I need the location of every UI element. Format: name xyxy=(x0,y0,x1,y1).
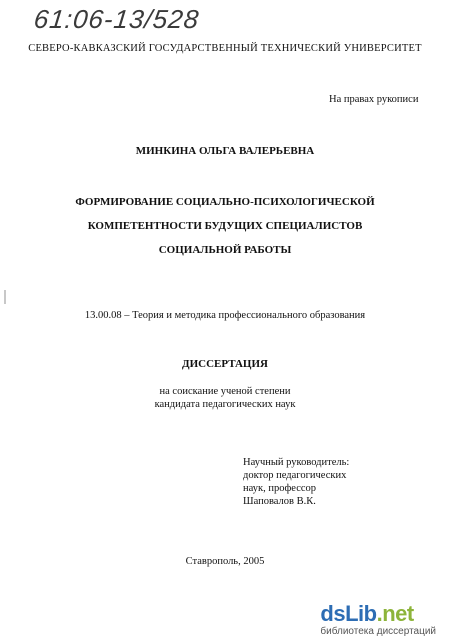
watermark-subtitle: библиотека диссертаций xyxy=(320,626,436,637)
advisor-line: наук, профессор xyxy=(243,483,317,494)
title-line: СОЦИАЛЬНОЙ РАБОТЫ xyxy=(158,244,292,256)
specialty-line: 13.00.08 – Теория и методика профессионального образования xyxy=(84,310,366,321)
advisor-block xyxy=(243,456,349,508)
logo-prefix: ds xyxy=(320,601,346,626)
university-name: СЕВЕРО-КАВКАЗСКИЙ ГОСУДАРСТВЕННЫЙ ТЕХНИЧЕСКИЙ УНИВЕРСИТЕТ xyxy=(28,43,422,54)
logo-suffix: .net xyxy=(376,601,414,626)
dslib-watermark[interactable] xyxy=(320,603,436,637)
logo-main: Lib xyxy=(345,601,377,626)
title-line: КОМПЕТЕНТНОСТИ БУДУЩИХ СПЕЦИАЛИСТОВ xyxy=(87,220,363,232)
title-line: ФОРМИРОВАНИЕ СОЦИАЛЬНО-ПСИХОЛОГИЧЕСКОЙ xyxy=(75,196,375,208)
dslib-logo xyxy=(320,603,436,625)
advisor-line: Шаповалов В.К. xyxy=(243,496,316,507)
advisor-line: доктор педагогических xyxy=(243,470,347,481)
author-name: МИНКИНА ОЛЬГА ВАЛЕРЬЕВНА xyxy=(135,145,315,157)
archive-stamp: 61:06-13/528 xyxy=(32,4,201,34)
scan-mark xyxy=(4,290,6,304)
degree-info xyxy=(0,385,450,411)
dissertation-title xyxy=(0,190,450,262)
advisor-line: Научный руководитель: xyxy=(243,457,350,468)
degree-line: кандидата педагогических наук xyxy=(154,399,296,410)
document-type: ДИССЕРТАЦИЯ xyxy=(182,358,268,370)
rights-note: На правах рукописи xyxy=(329,94,419,105)
degree-line: на соискание ученой степени xyxy=(159,386,291,397)
city-year: Ставрополь, 2005 xyxy=(185,556,265,567)
